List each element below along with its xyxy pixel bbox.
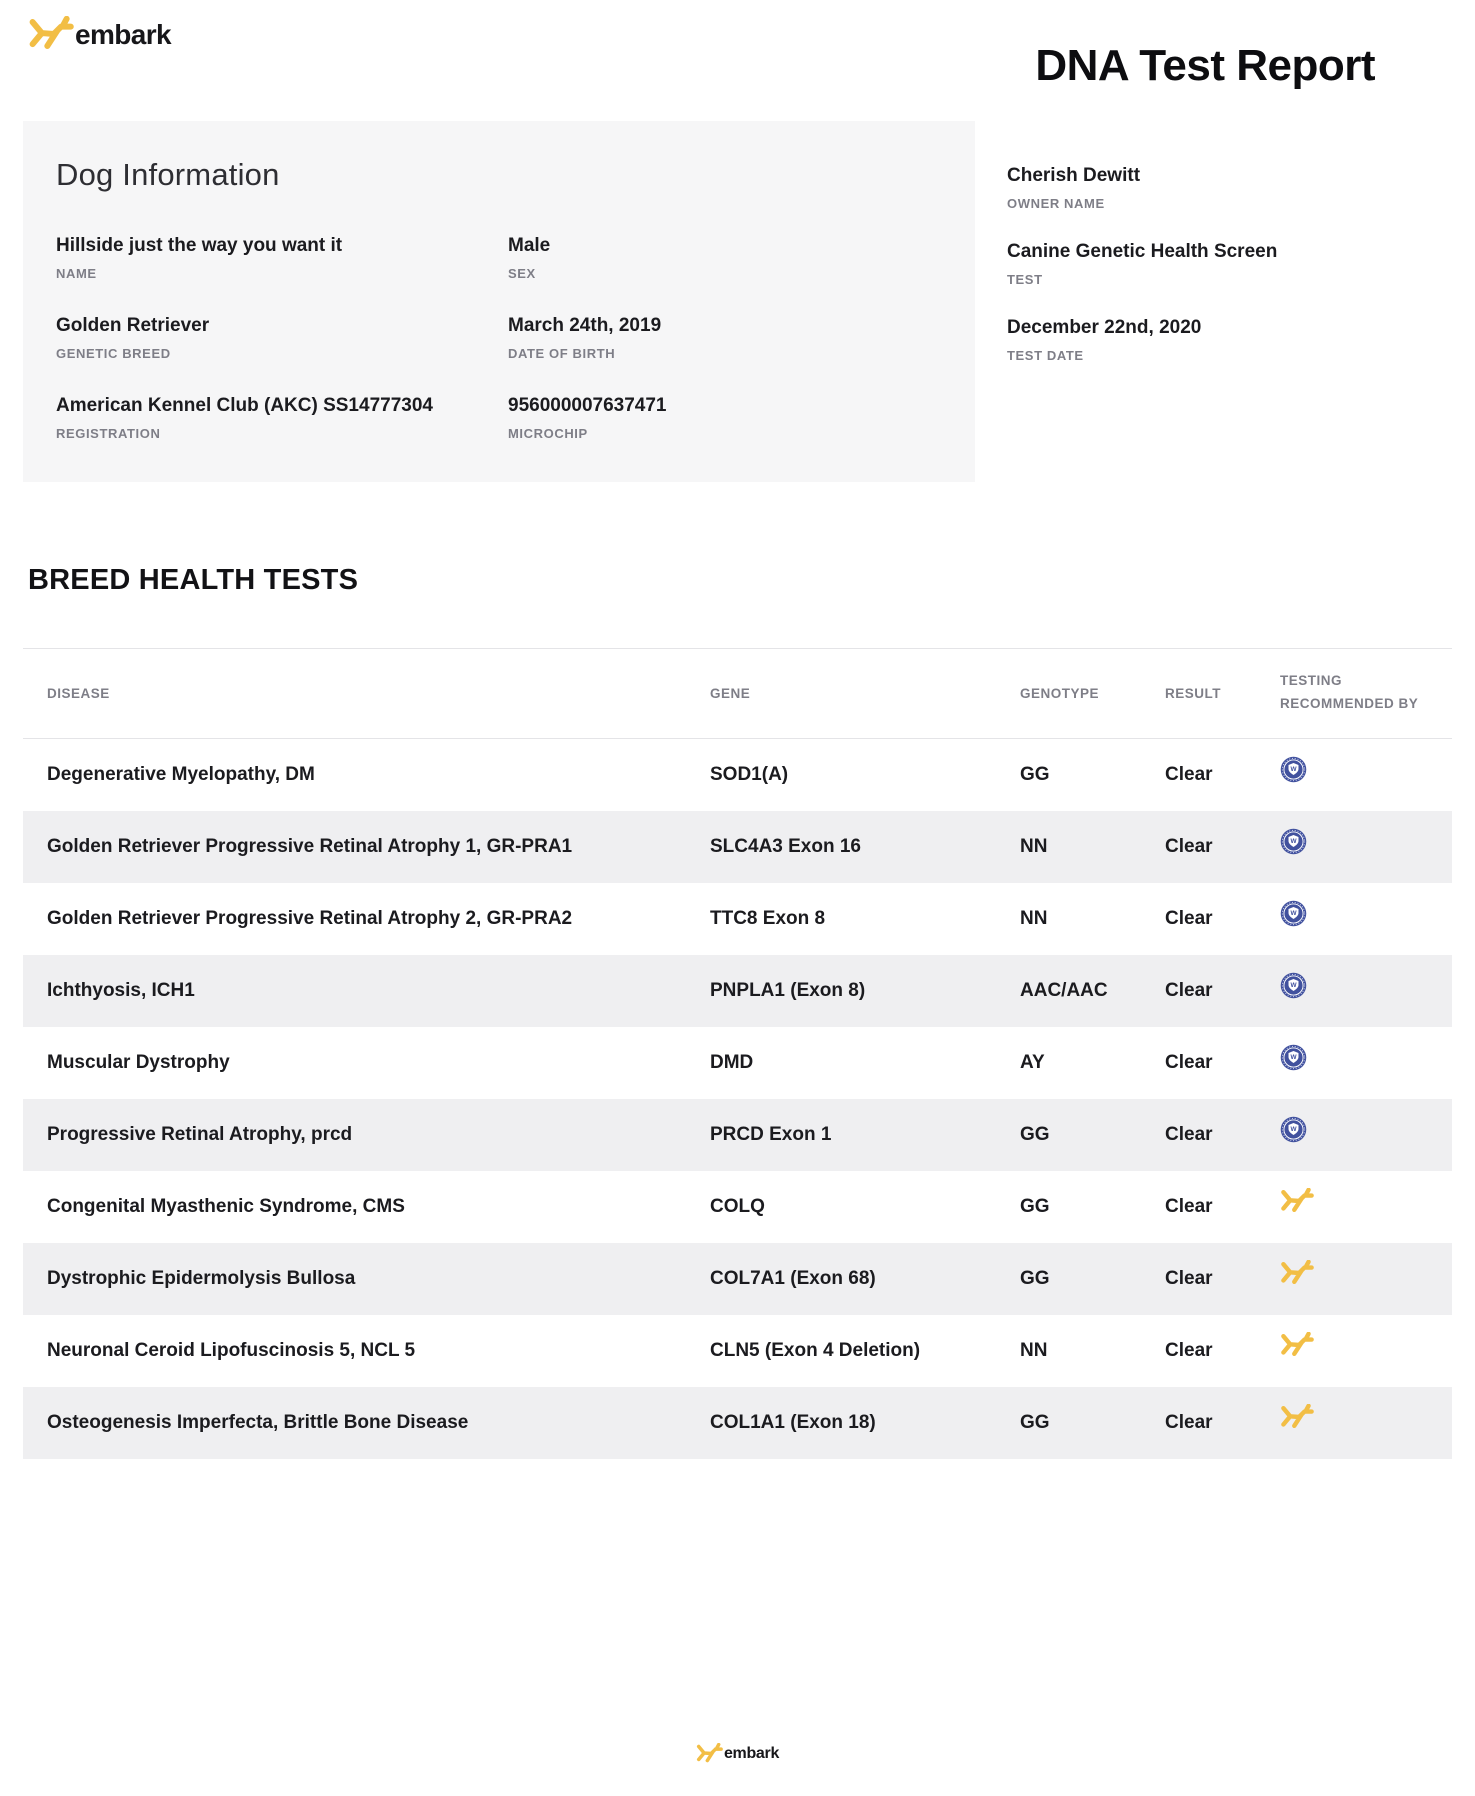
disease-cell: Golden Retriever Progressive Retinal Atrophy 2, GR-PRA2: [47, 907, 573, 929]
disease-cell: Neuronal Ceroid Lipofuscinosis 5, NCL 5: [47, 1339, 416, 1361]
ofa-seal-icon: [1280, 1116, 1307, 1143]
table-row: [23, 883, 1452, 955]
genotype-cell: GG: [1020, 1267, 1050, 1289]
table-row: [23, 1387, 1452, 1459]
gene-cell: CLN5 (Exon 4 Deletion): [710, 1339, 921, 1361]
page-header: [0, 0, 1475, 90]
field-sex: [508, 235, 942, 281]
genotype-cell: AAC/AAC: [1020, 979, 1108, 1001]
field-value: Male: [508, 235, 551, 257]
field-label: TEST: [1007, 271, 1043, 287]
svg-text:W: W: [1290, 981, 1297, 989]
embark-dog-icon: [1280, 1404, 1314, 1430]
embark-dog-icon: [28, 16, 74, 52]
dog-information-title: Dog Information: [56, 157, 280, 193]
recommended-by-cell: [1280, 1116, 1450, 1154]
genotype-cell: GG: [1020, 1411, 1050, 1433]
disease-cell: Golden Retriever Progressive Retinal Atrophy 1, GR-PRA1: [47, 835, 573, 857]
field-label: DATE OF BIRTH: [508, 345, 616, 361]
disease-cell: Osteogenesis Imperfecta, Brittle Bone Disease: [47, 1411, 469, 1433]
field-label: NAME: [56, 266, 97, 282]
table-row: [23, 1315, 1452, 1387]
field-registration: [56, 395, 508, 441]
field-name: [56, 235, 508, 281]
field-genetic-breed: [56, 315, 508, 361]
svg-text:W: W: [1290, 909, 1297, 917]
field-value: Cherish Dewitt: [1007, 165, 1141, 187]
dog-information-panel: [23, 121, 975, 482]
page-footer: [0, 1743, 1475, 1796]
breed-health-tests-heading: BREED HEALTH TESTS: [28, 564, 359, 597]
table-row: [23, 1171, 1452, 1243]
table-row: [23, 739, 1452, 811]
result-cell: Clear: [1165, 1267, 1213, 1289]
ofa-seal-icon: [1280, 1044, 1307, 1071]
recommended-by-cell: [1280, 756, 1450, 794]
col-gene: GENE: [710, 685, 751, 701]
embark-dog-icon: [1280, 1332, 1314, 1358]
gene-cell: COLQ: [710, 1195, 765, 1217]
recommended-by-cell: [1280, 1332, 1450, 1369]
field-value: March 24th, 2019: [508, 315, 662, 337]
field-label: TEST DATE: [1007, 347, 1084, 363]
breed-health-tests-table: [23, 648, 1452, 1459]
gene-cell: TTC8 Exon 8: [710, 907, 826, 929]
field-owner-name: [1007, 165, 1277, 211]
result-cell: Clear: [1165, 835, 1213, 857]
recommended-by-cell: [1280, 900, 1450, 938]
embark-dog-icon: [1280, 1188, 1314, 1214]
svg-text:W: W: [1290, 765, 1297, 773]
field-microchip: [508, 395, 942, 441]
health-table-body: [23, 739, 1452, 1459]
genotype-cell: NN: [1020, 835, 1048, 857]
genotype-cell: NN: [1020, 907, 1048, 929]
embark-wordmark: embark: [723, 1745, 780, 1762]
result-cell: Clear: [1165, 979, 1213, 1001]
result-cell: Clear: [1165, 763, 1213, 785]
recommended-by-cell: [1280, 828, 1450, 866]
col-disease: DISEASE: [47, 685, 110, 701]
dog-information-fields: [56, 235, 942, 440]
field-label: SEX: [508, 266, 536, 282]
disease-cell: Muscular Dystrophy: [47, 1051, 230, 1073]
table-row: [23, 955, 1452, 1027]
gene-cell: PNPLA1 (Exon 8): [710, 979, 866, 1001]
embark-wordmark: embark: [75, 19, 172, 50]
disease-cell: Congenital Myasthenic Syndrome, CMS: [47, 1195, 405, 1217]
result-cell: Clear: [1165, 1411, 1213, 1433]
table-row: [23, 1099, 1452, 1171]
gene-cell: COL1A1 (Exon 18): [710, 1411, 876, 1433]
result-cell: Clear: [1165, 1339, 1213, 1361]
info-section: [0, 121, 1475, 482]
col-genotype: GENOTYPE: [1020, 685, 1100, 701]
gene-cell: COL7A1 (Exon 68): [710, 1267, 876, 1289]
field-test-date: [1007, 317, 1277, 363]
recommended-by-cell: [1280, 1404, 1450, 1441]
disease-cell: Dystrophic Epidermolysis Bullosa: [47, 1267, 356, 1289]
field-test: [1007, 241, 1277, 287]
result-cell: Clear: [1165, 907, 1213, 929]
embark-dog-icon: [696, 1743, 723, 1764]
recommended-by-cell: [1280, 1188, 1450, 1225]
ofa-seal-icon: [1280, 972, 1307, 999]
gene-cell: PRCD Exon 1: [710, 1123, 832, 1145]
field-value: Canine Genetic Health Screen: [1007, 241, 1278, 263]
field-value: Golden Retriever: [56, 315, 210, 337]
col-testing-recommended-by: TESTING RECOMMENDED BY: [1280, 673, 1419, 712]
result-cell: Clear: [1165, 1123, 1213, 1145]
field-date-of-birth: [508, 315, 942, 361]
disease-cell: Progressive Retinal Atrophy, prcd: [47, 1123, 353, 1145]
col-result: RESULT: [1165, 685, 1221, 701]
svg-text:W: W: [1290, 1053, 1297, 1061]
field-label: OWNER NAME: [1007, 196, 1105, 212]
table-row: [23, 1027, 1452, 1099]
result-cell: Clear: [1165, 1195, 1213, 1217]
field-value: December 22nd, 2020: [1007, 316, 1202, 338]
recommended-by-cell: [1280, 1044, 1450, 1082]
embark-logo: [28, 16, 171, 52]
field-value: 956000007637471: [508, 394, 667, 416]
gene-cell: SOD1(A): [710, 763, 789, 785]
ofa-seal-icon: [1280, 828, 1307, 855]
table-row: [23, 811, 1452, 883]
field-value: American Kennel Club (AKC) SS14777304: [56, 394, 433, 416]
genotype-cell: GG: [1020, 763, 1050, 785]
recommended-by-cell: [1280, 972, 1450, 1010]
genotype-cell: GG: [1020, 1123, 1050, 1145]
genotype-cell: AY: [1020, 1051, 1045, 1073]
table-header-row: [23, 648, 1452, 739]
disease-cell: Ichthyosis, ICH1: [47, 979, 195, 1001]
svg-text:W: W: [1290, 837, 1297, 845]
field-value: Hillside just the way you want it: [56, 235, 343, 257]
ofa-seal-icon: [1280, 900, 1307, 927]
field-label: MICROCHIP: [508, 425, 588, 441]
report-meta: [1007, 165, 1277, 362]
gene-cell: SLC4A3 Exon 16: [710, 835, 861, 857]
result-cell: Clear: [1165, 1051, 1213, 1073]
genotype-cell: NN: [1020, 1339, 1048, 1361]
embark-footer-logo: [696, 1743, 779, 1764]
field-label: GENETIC BREED: [56, 345, 171, 361]
gene-cell: DMD: [710, 1051, 754, 1073]
table-row: [23, 1243, 1452, 1315]
embark-dog-icon: [1280, 1260, 1314, 1286]
genotype-cell: GG: [1020, 1195, 1050, 1217]
field-label: REGISTRATION: [56, 425, 161, 441]
ofa-seal-icon: [1280, 756, 1307, 783]
svg-text:W: W: [1290, 1125, 1297, 1133]
disease-cell: Degenerative Myelopathy, DM: [47, 763, 315, 785]
recommended-by-cell: [1280, 1260, 1450, 1297]
report-title: DNA Test Report: [1035, 41, 1375, 90]
